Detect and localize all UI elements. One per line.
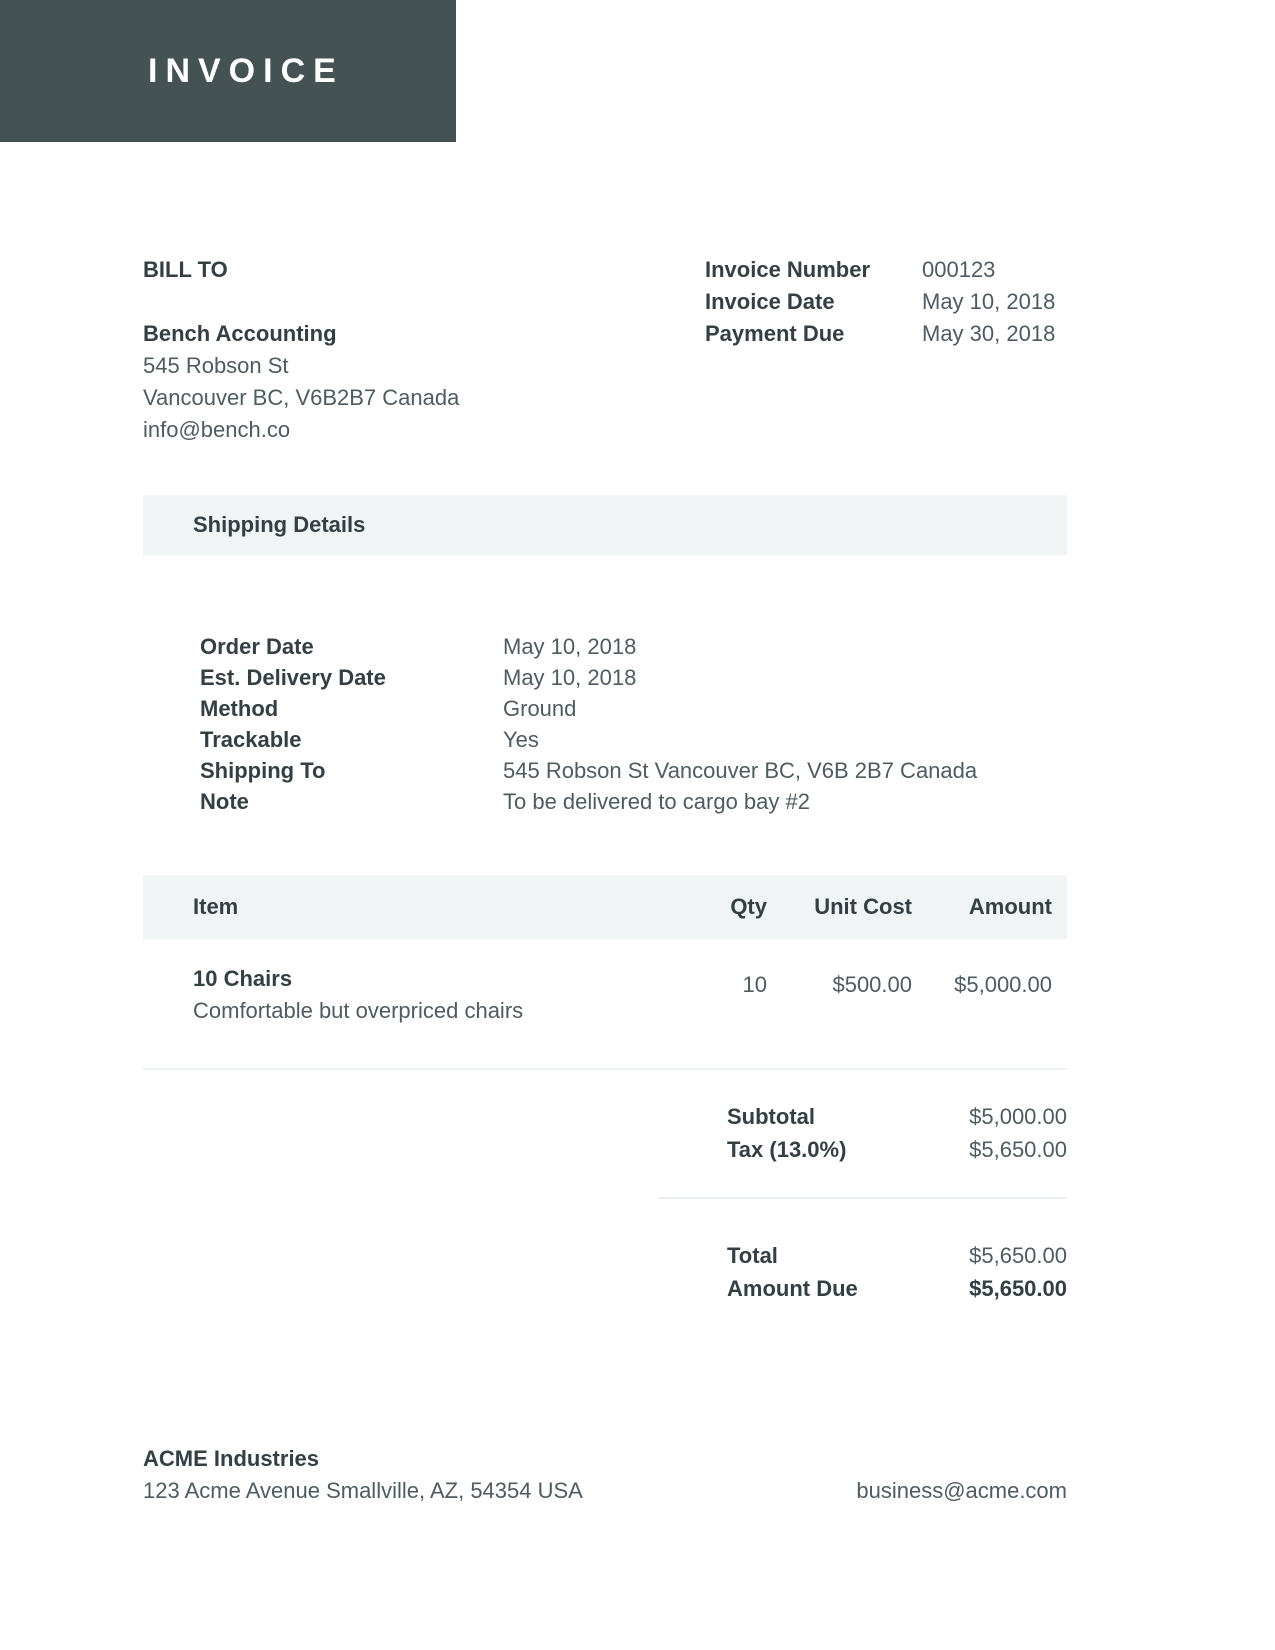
est-delivery-date-value: May 10, 2018: [503, 665, 637, 690]
footer-address: 123 Acme Avenue Smallville, AZ, 54354 USA: [143, 1478, 583, 1503]
bill-to-company: Bench Accounting: [143, 321, 337, 346]
tax-value: $5,650.00: [969, 1137, 1067, 1162]
shipping-to-label: Shipping To: [200, 758, 326, 783]
totals-divider: [658, 1197, 1067, 1199]
invoice-meta-section: [705, 254, 1055, 350]
invoice-number-label: Invoice Number: [705, 257, 871, 282]
totals-section: [727, 1100, 1067, 1166]
amount-due-label: Amount Due: [727, 1276, 858, 1301]
total-label: Total: [727, 1243, 778, 1268]
invoice-number-value: 000123: [922, 257, 996, 282]
subtotal-value: $5,000.00: [969, 1104, 1067, 1129]
bill-to-label: BILL TO: [143, 257, 228, 282]
method-label: Method: [200, 696, 279, 721]
total-value: $5,650.00: [969, 1243, 1067, 1268]
column-header-unit-cost: Unit Cost: [814, 894, 912, 919]
note-value: To be delivered to cargo bay #2: [503, 789, 810, 814]
shipping-details-rows: [200, 631, 977, 817]
column-header-qty: Qty: [730, 894, 767, 919]
item-amount: $5,000.00: [954, 972, 1052, 997]
item-name-cell: [193, 963, 647, 1027]
invoice-date-value: May 10, 2018: [922, 289, 1056, 314]
payment-due-value: May 30, 2018: [922, 321, 1056, 346]
item-unit-cost: $500.00: [832, 972, 912, 997]
column-header-item: Item: [193, 894, 239, 919]
amount-due-value: $5,650.00: [969, 1276, 1067, 1301]
trackable-value: Yes: [503, 727, 539, 752]
spacer: [143, 286, 459, 318]
invoice-date-label: Invoice Date: [705, 289, 835, 314]
item-name: 10 Chairs: [193, 966, 293, 991]
shipping-to-value: 545 Robson St Vancouver BC, V6B 2B7 Canada: [503, 758, 978, 783]
method-value: Ground: [503, 696, 577, 721]
invoice-header-band: [0, 0, 456, 142]
est-delivery-date-label: Est. Delivery Date: [200, 665, 386, 690]
column-header-amount: Amount: [968, 894, 1052, 919]
bill-to-section: [143, 254, 459, 446]
items-table-header: [143, 875, 1067, 939]
bill-to-address-line1: 545 Robson St: [143, 353, 289, 378]
tax-label: Tax (13.0%): [727, 1137, 847, 1162]
order-date-label: Order Date: [200, 634, 314, 659]
page-title: INVOICE: [148, 51, 344, 90]
footer: [143, 1443, 1067, 1507]
footer-email: business@acme.com: [856, 1478, 1067, 1503]
footer-company-name: ACME Industries: [143, 1446, 320, 1471]
subtotal-label: Subtotal: [727, 1104, 815, 1129]
trackable-label: Trackable: [200, 727, 302, 752]
bill-to-email: info@bench.co: [143, 417, 291, 442]
order-date-value: May 10, 2018: [503, 634, 637, 659]
item-qty: 10: [742, 972, 767, 997]
items-divider: [143, 1068, 1067, 1070]
shipping-details-header: [143, 495, 1067, 555]
item-description: Comfortable but overpriced chairs: [193, 998, 524, 1023]
bill-to-address-line2: Vancouver BC, V6B2B7 Canada: [143, 385, 460, 410]
note-label: Note: [200, 789, 249, 814]
payment-due-label: Payment Due: [705, 321, 845, 346]
table-row: [143, 963, 1067, 1027]
shipping-details-title: Shipping Details: [193, 512, 366, 537]
grand-total-section: [727, 1239, 1067, 1305]
